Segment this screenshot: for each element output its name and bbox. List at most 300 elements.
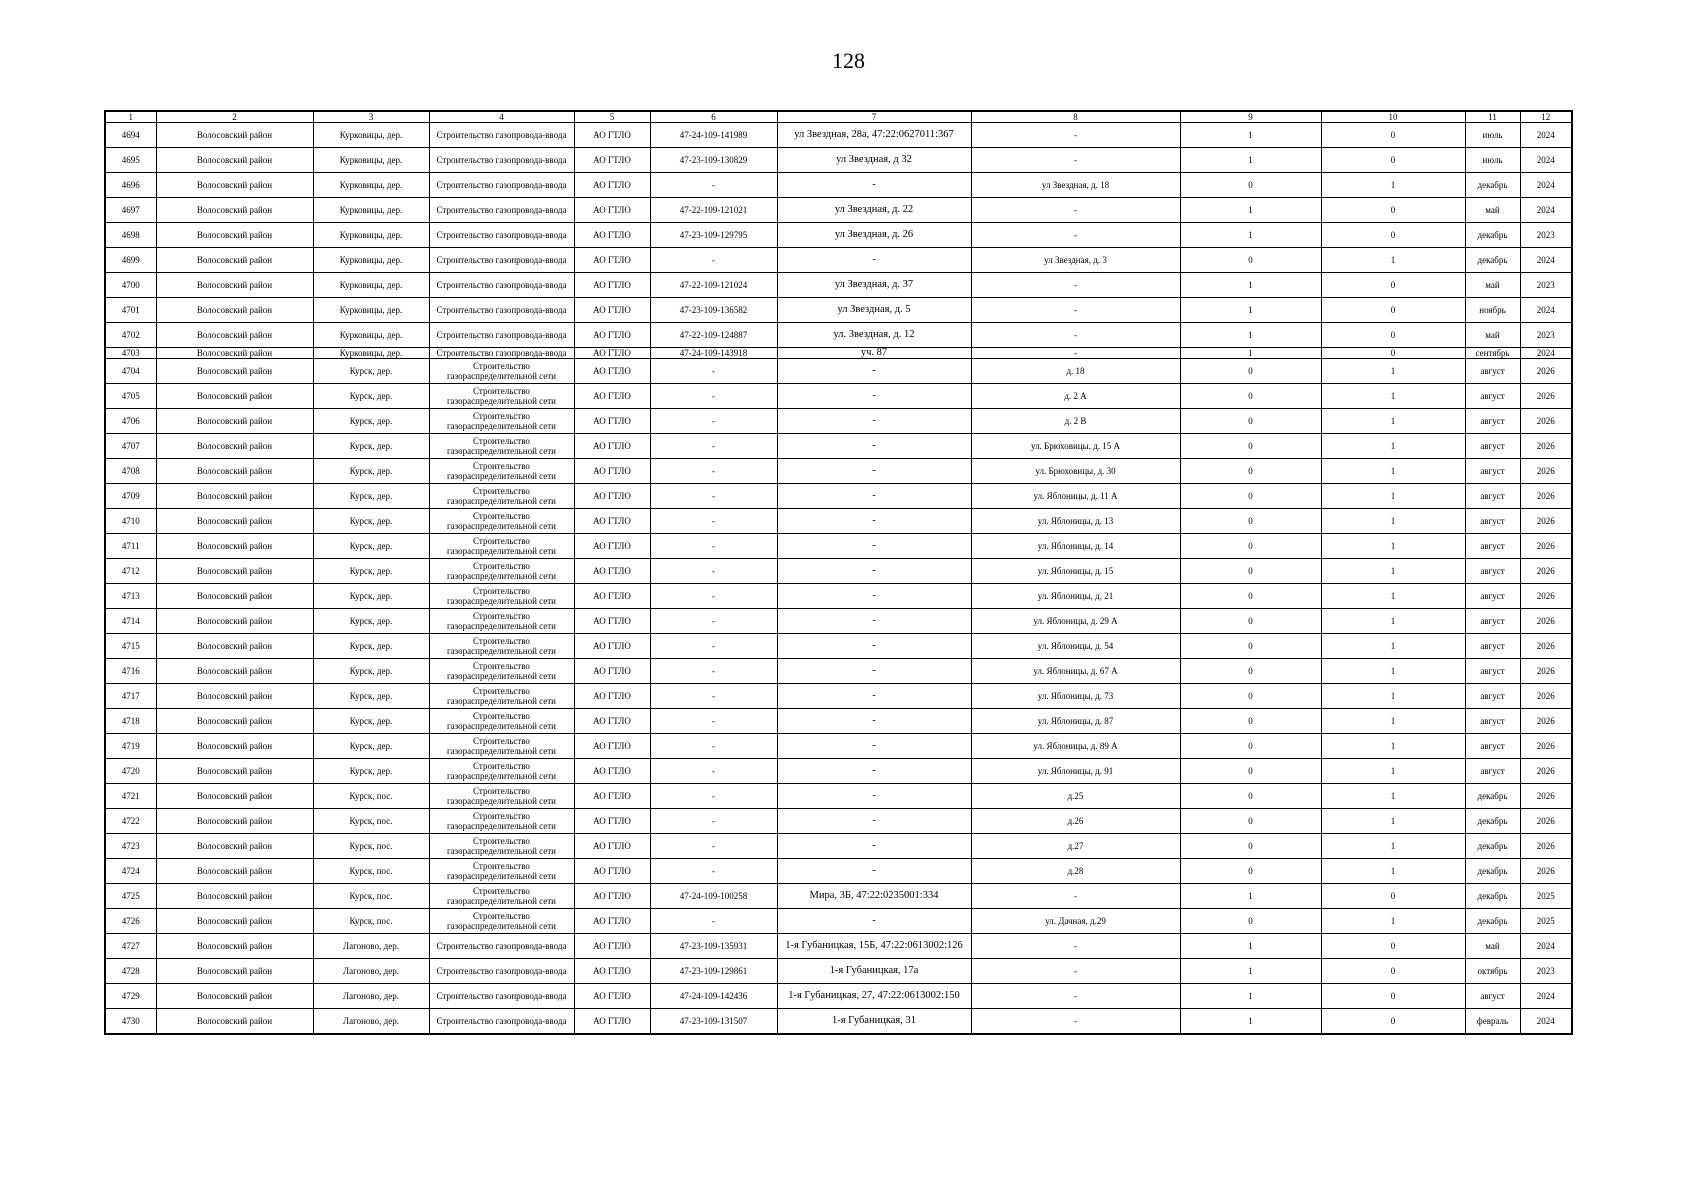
cell-row-number: 4704: [105, 359, 156, 384]
cell-organization: АО ГТЛО: [574, 859, 650, 884]
cell-year: 2026: [1520, 859, 1572, 884]
cell-year: 2026: [1520, 759, 1572, 784]
table-row: [105, 684, 1572, 709]
cell-count-b: 0: [1321, 348, 1465, 359]
cell-address-alt: ул. Яблоницы, д. 29 А: [971, 609, 1180, 634]
cell-application-number: -: [650, 409, 777, 434]
cell-year: 2026: [1520, 584, 1572, 609]
table-row: [105, 584, 1572, 609]
table-row: [105, 959, 1572, 984]
cell-district: Волосовский район: [156, 123, 313, 148]
cell-district: Волосовский район: [156, 384, 313, 409]
cell-work-type: Строительство газораспределительной сети: [429, 634, 574, 659]
cell-row-number: 4710: [105, 509, 156, 534]
cell-row-number: 4717: [105, 684, 156, 709]
table-row: [105, 1009, 1572, 1035]
cell-work-type: Строительство газопровода-ввода: [429, 959, 574, 984]
cell-address-alt: ул. Брюховицы, д. 30: [971, 459, 1180, 484]
cell-month: август: [1465, 759, 1520, 784]
cell-settlement: Курковицы, дер.: [313, 148, 429, 173]
cell-application-number: -: [650, 784, 777, 809]
cell-row-number: 4711: [105, 534, 156, 559]
cell-count-b: 1: [1321, 859, 1465, 884]
cell-work-type: Строительство газораспределительной сети: [429, 509, 574, 534]
cell-address-cadastral: -: [777, 173, 971, 198]
cell-count-a: 0: [1180, 684, 1321, 709]
cell-count-b: 1: [1321, 834, 1465, 859]
cell-district: Волосовский район: [156, 148, 313, 173]
cell-row-number: 4726: [105, 909, 156, 934]
cell-settlement: Курск, дер.: [313, 684, 429, 709]
cell-row-number: 4694: [105, 123, 156, 148]
cell-year: 2026: [1520, 384, 1572, 409]
cell-settlement: Курск, дер.: [313, 534, 429, 559]
cell-row-number: 4730: [105, 1009, 156, 1035]
cell-row-number: 4727: [105, 934, 156, 959]
cell-month: февраль: [1465, 1009, 1520, 1035]
cell-organization: АО ГТЛО: [574, 959, 650, 984]
cell-count-b: 1: [1321, 734, 1465, 759]
cell-count-a: 0: [1180, 359, 1321, 384]
cell-settlement: Курковицы, дер.: [313, 123, 429, 148]
cell-month: декабрь: [1465, 248, 1520, 273]
cell-year: 2026: [1520, 709, 1572, 734]
column-number-header: 3: [313, 111, 429, 123]
cell-count-b: 0: [1321, 273, 1465, 298]
cell-organization: АО ГТЛО: [574, 509, 650, 534]
cell-district: Волосовский район: [156, 509, 313, 534]
cell-district: Волосовский район: [156, 759, 313, 784]
table-row: [105, 934, 1572, 959]
cell-row-number: 4723: [105, 834, 156, 859]
cell-month: август: [1465, 459, 1520, 484]
cell-year: 2026: [1520, 659, 1572, 684]
cell-work-type: Строительство газопровода-ввода: [429, 148, 574, 173]
cell-address-alt: ул. Яблоницы, д. 54: [971, 634, 1180, 659]
cell-district: Волосовский район: [156, 959, 313, 984]
cell-settlement: Курковицы, дер.: [313, 348, 429, 359]
cell-address-cadastral: -: [777, 434, 971, 459]
cell-count-b: 1: [1321, 248, 1465, 273]
cell-organization: АО ГТЛО: [574, 198, 650, 223]
cell-year: 2025: [1520, 909, 1572, 934]
cell-district: Волосовский район: [156, 584, 313, 609]
cell-application-number: -: [650, 659, 777, 684]
cell-month: август: [1465, 534, 1520, 559]
cell-month: июль: [1465, 123, 1520, 148]
cell-month: август: [1465, 409, 1520, 434]
cell-district: Волосовский район: [156, 684, 313, 709]
cell-count-a: 1: [1180, 198, 1321, 223]
cell-district: Волосовский район: [156, 484, 313, 509]
cell-count-a: 0: [1180, 459, 1321, 484]
page-number: 128: [832, 48, 865, 73]
cell-district: Волосовский район: [156, 323, 313, 348]
cell-district: Волосовский район: [156, 909, 313, 934]
cell-settlement: Курск, дер.: [313, 709, 429, 734]
cell-organization: АО ГТЛО: [574, 298, 650, 323]
cell-district: Волосовский район: [156, 659, 313, 684]
cell-count-b: 0: [1321, 1009, 1465, 1035]
cell-year: 2026: [1520, 684, 1572, 709]
cell-application-number: -: [650, 609, 777, 634]
cell-count-b: 1: [1321, 434, 1465, 459]
cell-address-alt: ул. Яблоницы, д. 15: [971, 559, 1180, 584]
cell-settlement: Курск, дер.: [313, 484, 429, 509]
cell-address-alt: ул. Яблоницы, д. 89 А: [971, 734, 1180, 759]
cell-district: Волосовский район: [156, 634, 313, 659]
cell-organization: АО ГТЛО: [574, 634, 650, 659]
cell-row-number: 4697: [105, 198, 156, 223]
cell-address-alt: ул. Яблоницы, д. 21: [971, 584, 1180, 609]
cell-month: декабрь: [1465, 834, 1520, 859]
cell-count-b: 1: [1321, 534, 1465, 559]
cell-work-type: Строительство газораспределительной сети: [429, 609, 574, 634]
cell-address-cadastral: -: [777, 359, 971, 384]
cell-month: декабрь: [1465, 784, 1520, 809]
table-row: [105, 384, 1572, 409]
cell-year: 2026: [1520, 609, 1572, 634]
cell-address-cadastral: -: [777, 834, 971, 859]
cell-application-number: -: [650, 909, 777, 934]
table-row: [105, 609, 1572, 634]
cell-address-alt: -: [971, 934, 1180, 959]
cell-month: август: [1465, 734, 1520, 759]
cell-address-cadastral: 1-я Губаницкая, 27, 47:22:0613002:150: [777, 984, 971, 1009]
column-number-header: 6: [650, 111, 777, 123]
cell-work-type: Строительство газопровода-ввода: [429, 298, 574, 323]
table-row: [105, 409, 1572, 434]
cell-application-number: 47-23-109-136582: [650, 298, 777, 323]
cell-address-alt: -: [971, 959, 1180, 984]
cell-work-type: Строительство газораспределительной сети: [429, 759, 574, 784]
cell-row-number: 4698: [105, 223, 156, 248]
cell-month: август: [1465, 684, 1520, 709]
cell-count-b: 1: [1321, 584, 1465, 609]
cell-count-a: 0: [1180, 609, 1321, 634]
column-number-header-row: [105, 111, 1572, 123]
table-row: [105, 509, 1572, 534]
cell-month: май: [1465, 323, 1520, 348]
cell-application-number: -: [650, 484, 777, 509]
cell-row-number: 4721: [105, 784, 156, 809]
cell-count-b: 1: [1321, 359, 1465, 384]
cell-address-alt: д.28: [971, 859, 1180, 884]
cell-year: 2026: [1520, 784, 1572, 809]
cell-address-alt: -: [971, 984, 1180, 1009]
cell-year: 2024: [1520, 348, 1572, 359]
cell-row-number: 4696: [105, 173, 156, 198]
cell-settlement: Курск, дер.: [313, 734, 429, 759]
cell-count-a: 0: [1180, 484, 1321, 509]
cell-address-alt: д. 2 А: [971, 384, 1180, 409]
table-row: [105, 323, 1572, 348]
cell-application-number: 47-24-109-141989: [650, 123, 777, 148]
cell-address-alt: ул Звездная, д. 18: [971, 173, 1180, 198]
cell-district: Волосовский район: [156, 834, 313, 859]
cell-settlement: Курск, дер.: [313, 359, 429, 384]
cell-application-number: 47-22-109-124887: [650, 323, 777, 348]
cell-settlement: Лагоново, дер.: [313, 1009, 429, 1035]
cell-row-number: 4700: [105, 273, 156, 298]
cell-address-cadastral: -: [777, 559, 971, 584]
table-row: [105, 359, 1572, 384]
table-row: [105, 634, 1572, 659]
cell-address-cadastral: 1-я Губаницкая, 31: [777, 1009, 971, 1035]
cell-district: Волосовский район: [156, 173, 313, 198]
cell-month: декабрь: [1465, 909, 1520, 934]
cell-year: 2024: [1520, 1009, 1572, 1035]
cell-address-cadastral: -: [777, 609, 971, 634]
cell-organization: АО ГТЛО: [574, 384, 650, 409]
cell-month: август: [1465, 634, 1520, 659]
cell-work-type: Строительство газораспределительной сети: [429, 384, 574, 409]
cell-count-b: 0: [1321, 298, 1465, 323]
cell-year: 2023: [1520, 223, 1572, 248]
cell-organization: АО ГТЛО: [574, 584, 650, 609]
cell-year: 2026: [1520, 734, 1572, 759]
table-row: [105, 834, 1572, 859]
cell-settlement: Курск, пос.: [313, 859, 429, 884]
cell-address-cadastral: ул Звездная, 28а, 47:22:0627011:367: [777, 123, 971, 148]
cell-count-a: 0: [1180, 784, 1321, 809]
cell-month: август: [1465, 559, 1520, 584]
table-row: [105, 659, 1572, 684]
cell-work-type: Строительство газопровода-ввода: [429, 223, 574, 248]
table-row: [105, 784, 1572, 809]
cell-address-alt: ул. Яблоницы, д. 91: [971, 759, 1180, 784]
cell-district: Волосовский район: [156, 609, 313, 634]
cell-year: 2026: [1520, 409, 1572, 434]
table-row: [105, 859, 1572, 884]
cell-count-b: 1: [1321, 759, 1465, 784]
cell-count-b: 1: [1321, 173, 1465, 198]
cell-organization: АО ГТЛО: [574, 809, 650, 834]
cell-count-a: 0: [1180, 534, 1321, 559]
cell-organization: АО ГТЛО: [574, 784, 650, 809]
cell-address-alt: д.27: [971, 834, 1180, 859]
cell-month: август: [1465, 984, 1520, 1009]
cell-count-a: 0: [1180, 409, 1321, 434]
cell-application-number: -: [650, 634, 777, 659]
cell-work-type: Строительство газораспределительной сети: [429, 459, 574, 484]
cell-settlement: Курковицы, дер.: [313, 223, 429, 248]
cell-count-b: 1: [1321, 409, 1465, 434]
cell-organization: АО ГТЛО: [574, 148, 650, 173]
table-body: [105, 111, 1572, 1034]
column-number-header: 10: [1321, 111, 1465, 123]
cell-application-number: 47-23-109-129861: [650, 959, 777, 984]
cell-year: 2024: [1520, 984, 1572, 1009]
cell-settlement: Курск, дер.: [313, 634, 429, 659]
table-row: [105, 298, 1572, 323]
cell-count-a: 0: [1180, 384, 1321, 409]
cell-address-alt: -: [971, 198, 1180, 223]
cell-count-a: 1: [1180, 348, 1321, 359]
cell-address-cadastral: -: [777, 859, 971, 884]
cell-count-a: 0: [1180, 584, 1321, 609]
table-row: [105, 984, 1572, 1009]
table-row: [105, 348, 1572, 359]
cell-district: Волосовский район: [156, 534, 313, 559]
cell-work-type: Строительство газораспределительной сети: [429, 534, 574, 559]
cell-settlement: Курск, дер.: [313, 509, 429, 534]
cell-row-number: 4728: [105, 959, 156, 984]
cell-year: 2023: [1520, 959, 1572, 984]
cell-month: июль: [1465, 148, 1520, 173]
cell-row-number: 4706: [105, 409, 156, 434]
cell-year: 2024: [1520, 248, 1572, 273]
cell-month: август: [1465, 434, 1520, 459]
cell-organization: АО ГТЛО: [574, 684, 650, 709]
cell-address-alt: ул. Брюховицы, д. 15 А: [971, 434, 1180, 459]
cell-month: май: [1465, 198, 1520, 223]
cell-year: 2026: [1520, 559, 1572, 584]
cell-year: 2024: [1520, 148, 1572, 173]
cell-count-a: 0: [1180, 859, 1321, 884]
cell-organization: АО ГТЛО: [574, 1009, 650, 1035]
cell-address-cadastral: -: [777, 459, 971, 484]
cell-count-a: 0: [1180, 809, 1321, 834]
cell-month: август: [1465, 384, 1520, 409]
cell-year: 2026: [1520, 484, 1572, 509]
cell-row-number: 4709: [105, 484, 156, 509]
cell-address-cadastral: -: [777, 634, 971, 659]
cell-settlement: Курск, дер.: [313, 409, 429, 434]
cell-address-cadastral: -: [777, 784, 971, 809]
cell-application-number: 47-23-109-130829: [650, 148, 777, 173]
cell-application-number: -: [650, 248, 777, 273]
cell-month: август: [1465, 509, 1520, 534]
cell-year: 2026: [1520, 459, 1572, 484]
cell-count-a: 0: [1180, 709, 1321, 734]
cell-organization: АО ГТЛО: [574, 173, 650, 198]
cell-month: август: [1465, 484, 1520, 509]
column-number-header: 5: [574, 111, 650, 123]
column-number-header: 7: [777, 111, 971, 123]
cell-count-b: 1: [1321, 709, 1465, 734]
cell-address-alt: -: [971, 323, 1180, 348]
table-row: [105, 434, 1572, 459]
cell-count-a: 0: [1180, 659, 1321, 684]
cell-application-number: -: [650, 173, 777, 198]
cell-month: май: [1465, 934, 1520, 959]
cell-count-a: 1: [1180, 1009, 1321, 1035]
cell-address-cadastral: -: [777, 584, 971, 609]
cell-district: Волосовский район: [156, 809, 313, 834]
cell-address-cadastral: -: [777, 909, 971, 934]
cell-address-alt: д.25: [971, 784, 1180, 809]
table-row: [105, 534, 1572, 559]
cell-address-cadastral: -: [777, 709, 971, 734]
cell-application-number: 47-23-109-135931: [650, 934, 777, 959]
cell-address-cadastral: -: [777, 759, 971, 784]
cell-district: Волосовский район: [156, 409, 313, 434]
cell-application-number: 47-22-109-121024: [650, 273, 777, 298]
cell-year: 2026: [1520, 634, 1572, 659]
cell-organization: АО ГТЛО: [574, 909, 650, 934]
cell-month: декабрь: [1465, 223, 1520, 248]
cell-settlement: Курск, дер.: [313, 384, 429, 409]
cell-district: Волосовский район: [156, 1009, 313, 1035]
cell-settlement: Курковицы, дер.: [313, 298, 429, 323]
cell-count-a: 0: [1180, 734, 1321, 759]
cell-application-number: -: [650, 384, 777, 409]
cell-organization: АО ГТЛО: [574, 734, 650, 759]
table-row: [105, 123, 1572, 148]
cell-count-b: 0: [1321, 959, 1465, 984]
cell-address-alt: -: [971, 273, 1180, 298]
cell-count-a: 1: [1180, 323, 1321, 348]
cell-count-b: 0: [1321, 884, 1465, 909]
cell-year: 2026: [1520, 834, 1572, 859]
cell-organization: АО ГТЛО: [574, 534, 650, 559]
cell-work-type: Строительство газораспределительной сети: [429, 659, 574, 684]
cell-address-cadastral: ул Звездная, д. 22: [777, 198, 971, 223]
cell-count-b: 0: [1321, 323, 1465, 348]
cell-address-alt: д. 2 В: [971, 409, 1180, 434]
cell-work-type: Строительство газораспределительной сети: [429, 584, 574, 609]
cell-count-b: 1: [1321, 784, 1465, 809]
cell-settlement: Курск, дер.: [313, 459, 429, 484]
cell-work-type: Строительство газораспределительной сети: [429, 809, 574, 834]
cell-work-type: Строительство газораспределительной сети: [429, 884, 574, 909]
cell-work-type: Строительство газопровода-ввода: [429, 1009, 574, 1035]
cell-organization: АО ГТЛО: [574, 459, 650, 484]
cell-address-cadastral: -: [777, 734, 971, 759]
cell-district: Волосовский район: [156, 784, 313, 809]
cell-address-cadastral: -: [777, 509, 971, 534]
cell-row-number: 4714: [105, 609, 156, 634]
cell-address-alt: д.26: [971, 809, 1180, 834]
cell-count-b: 1: [1321, 509, 1465, 534]
cell-settlement: Курск, дер.: [313, 609, 429, 634]
cell-work-type: Строительство газопровода-ввода: [429, 323, 574, 348]
cell-application-number: -: [650, 509, 777, 534]
cell-address-alt: ул. Яблоницы, д. 13: [971, 509, 1180, 534]
cell-count-b: 1: [1321, 659, 1465, 684]
cell-application-number: -: [650, 734, 777, 759]
cell-year: 2026: [1520, 809, 1572, 834]
cell-work-type: Строительство газопровода-ввода: [429, 273, 574, 298]
cell-settlement: Курск, дер.: [313, 434, 429, 459]
cell-month: декабрь: [1465, 859, 1520, 884]
cell-count-b: 0: [1321, 934, 1465, 959]
cell-row-number: 4716: [105, 659, 156, 684]
cell-count-b: 0: [1321, 984, 1465, 1009]
cell-work-type: Строительство газопровода-ввода: [429, 984, 574, 1009]
cell-row-number: 4722: [105, 809, 156, 834]
cell-organization: АО ГТЛО: [574, 434, 650, 459]
column-number-header: 1: [105, 111, 156, 123]
cell-application-number: -: [650, 709, 777, 734]
cell-count-b: 1: [1321, 909, 1465, 934]
cell-settlement: Курск, пос.: [313, 809, 429, 834]
cell-month: декабрь: [1465, 884, 1520, 909]
cell-settlement: Курковицы, дер.: [313, 248, 429, 273]
cell-month: октябрь: [1465, 959, 1520, 984]
cell-settlement: Курковицы, дер.: [313, 323, 429, 348]
cell-year: 2025: [1520, 884, 1572, 909]
cell-count-a: 0: [1180, 173, 1321, 198]
gas-connection-register-table: [104, 110, 1573, 1035]
cell-row-number: 4702: [105, 323, 156, 348]
cell-address-alt: -: [971, 298, 1180, 323]
cell-settlement: Курск, дер.: [313, 759, 429, 784]
column-number-header: 4: [429, 111, 574, 123]
cell-organization: АО ГТЛО: [574, 123, 650, 148]
cell-settlement: Курск, пос.: [313, 909, 429, 934]
